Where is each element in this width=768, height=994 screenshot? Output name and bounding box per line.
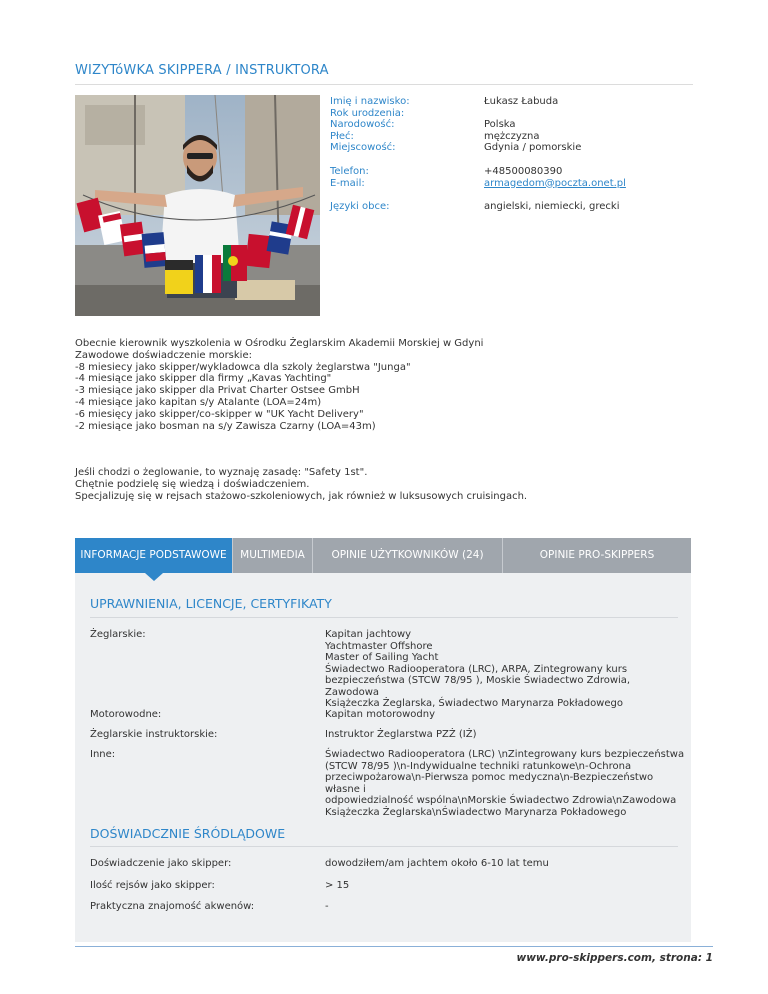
personal-labels-group xyxy=(330,96,410,154)
inland-cruises-value: > 15 xyxy=(325,880,350,891)
license-other-label: Inne: xyxy=(90,749,116,760)
license-line: Yachtmaster Offshore xyxy=(325,640,433,652)
license-sailing-label: Żeglarskie: xyxy=(90,629,146,640)
license-line: Książeczka Żeglarska, Świadectwo Marynarza Pokładowego xyxy=(325,698,623,709)
license-line: Świadectwo Radiooperatora (LRC) \nZintegrowany kurs bezpieczeństwa xyxy=(325,749,685,760)
languages-label-group xyxy=(330,201,390,213)
contact-values-group xyxy=(484,166,626,189)
license-line: (STCW 78/95 )\n-Indywidualne techniki ratunkowe\n-Ochrona xyxy=(325,760,632,772)
sex-value: mężczyzna xyxy=(484,130,540,142)
active-tab-pointer xyxy=(145,573,163,581)
skipper-photo xyxy=(75,95,320,316)
languages-label: Języki obce: xyxy=(330,201,390,212)
licenses-divider xyxy=(90,617,678,618)
birth-year-value xyxy=(484,108,581,120)
tab-pro-skippers-reviews[interactable]: OPINIE PRO-SKIPPERS xyxy=(503,538,691,573)
inland-cruises-label: Ilość rejsów jako skipper: xyxy=(90,880,215,891)
tab-multimedia[interactable]: MULTIMEDIA xyxy=(233,538,313,573)
city-label: Miejscowość: xyxy=(330,142,396,153)
license-instructor-label: Żeglarskie instruktorskie: xyxy=(90,729,218,740)
bio-line: -3 miesiące jako skipper dla Privat Charter Ostsee GmbH xyxy=(75,385,360,397)
page-footer: www.pro-skippers.com, strona: 1 xyxy=(516,952,713,964)
tab-user-reviews[interactable]: OPINIE UŻYTKOWNIKÓW (24) xyxy=(313,538,503,573)
nationality-value: Polska xyxy=(484,119,516,130)
license-line: Świadectwo Radiooperatora (LRC), ARPA, Zintegrowany kurs xyxy=(325,663,628,675)
motto-line: Specjalizuję się w rejsach stażowo-szkoleniowych, jak również w luksusowych cruisingach. xyxy=(75,490,528,502)
title-divider xyxy=(75,84,693,85)
license-line: Kapitan jachtowy xyxy=(325,629,412,640)
phone-value: +48500080390 xyxy=(484,166,563,177)
bio-line: -4 miesiące jako kapitan s/y Atalante (LOA=24m) xyxy=(75,396,322,408)
license-line: odpowiedzialność wspólna\nMorskie Świadectwo Zdrowia\nZawodowa xyxy=(325,795,677,806)
name-value: Łukasz Łabuda xyxy=(484,96,559,107)
name-label: Imię i nazwisko: xyxy=(330,96,410,107)
skipper-photo-image xyxy=(75,95,320,316)
nationality-label: Narodowość: xyxy=(330,119,395,130)
birth-year-label: Rok urodzenia: xyxy=(330,107,405,119)
contact-labels-group xyxy=(330,166,369,189)
bio-line: -2 miesiące jako bosman na s/y Zawisza Czarny (LOA=43m) xyxy=(75,420,376,432)
email-label: E-mail: xyxy=(330,177,365,189)
license-instructor-value xyxy=(325,729,685,741)
inland-heading: DOŚWIADCZNIE ŚRÓDLĄDOWE xyxy=(90,826,286,841)
license-other-value xyxy=(325,749,685,818)
inland-skipper-exp-label: Doświadczenie jako skipper: xyxy=(90,858,232,869)
page-title: WIZYTóWKA SKIPPERA / INSTRUKTORA xyxy=(75,63,329,78)
inland-skipper-exp-value: dowodziłem/am jachtem około 6-10 lat temu xyxy=(325,858,549,869)
bio-line: -4 miesiące jako skipper dla firmy „Kavas Yachting" xyxy=(75,373,332,385)
bio-line: Obecnie kierownik wyszkolenia w Ośrodku Żeglarskim Akademii Morskiej w Gdyni xyxy=(75,338,484,349)
languages-value-group xyxy=(484,201,619,213)
license-line: bezpieczeństwa (STCW 78/95 ), Moskie Świadectwo Zdrowia, Zawodowa xyxy=(325,675,631,698)
license-sailing-value xyxy=(325,629,685,710)
inland-waters-value: - xyxy=(325,901,329,912)
inland-waters-label: Praktyczna znajomość akwenów: xyxy=(90,901,255,912)
bio-text xyxy=(75,338,695,432)
motto-line: Chętnie podzielę się wiedzą i doświadczeniem. xyxy=(75,478,310,490)
sex-label: Płeć: xyxy=(330,130,354,142)
motto-text xyxy=(75,467,695,502)
bio-line: Zawodowe doświadczenie morskie: xyxy=(75,349,252,361)
license-line: Kapitan motorowodny xyxy=(325,709,436,720)
personal-values-group xyxy=(484,96,581,154)
license-line: Master of Sailing Yacht xyxy=(325,652,439,663)
license-line: Instruktor Żeglarstwa PZŻ (IŻ) xyxy=(325,729,477,740)
bio-line: -8 miesiecy jako skipper/wykladowca dla szkoly żeglarstwa "Junga" xyxy=(75,361,411,373)
inland-divider xyxy=(90,846,678,847)
license-line: Książeczka Żeglarska\nŚwiadectwo Marynarza Pokładowego xyxy=(325,806,627,818)
license-motorboat-label: Motorowodne: xyxy=(90,709,162,720)
bio-line: -6 miesięcy jako skipper/co-skipper w "UK Yacht Delivery" xyxy=(75,408,364,420)
email-link[interactable]: armagedom@poczta.onet.pl xyxy=(484,177,626,189)
city-value: Gdynia / pomorskie xyxy=(484,142,582,153)
license-line: przeciwpożarowa\n-Pierwsza pomoc medyczna\n-Bezpieczeństwo własne i xyxy=(325,772,654,795)
motto-line: Jeśli chodzi o żeglowanie, to wyznaję zasadę: "Safety 1st". xyxy=(75,467,368,478)
languages-value: angielski, niemiecki, grecki xyxy=(484,201,620,212)
tab-basic-info[interactable]: INFORMACJE PODSTAWOWE xyxy=(75,538,233,573)
profile-tabs xyxy=(75,538,691,573)
phone-label: Telefon: xyxy=(330,166,369,177)
license-motorboat-value xyxy=(325,709,685,721)
footer-divider xyxy=(75,946,713,947)
licenses-heading: UPRAWNIENIA, LICENCJE, CERTYFIKATY xyxy=(90,596,332,611)
